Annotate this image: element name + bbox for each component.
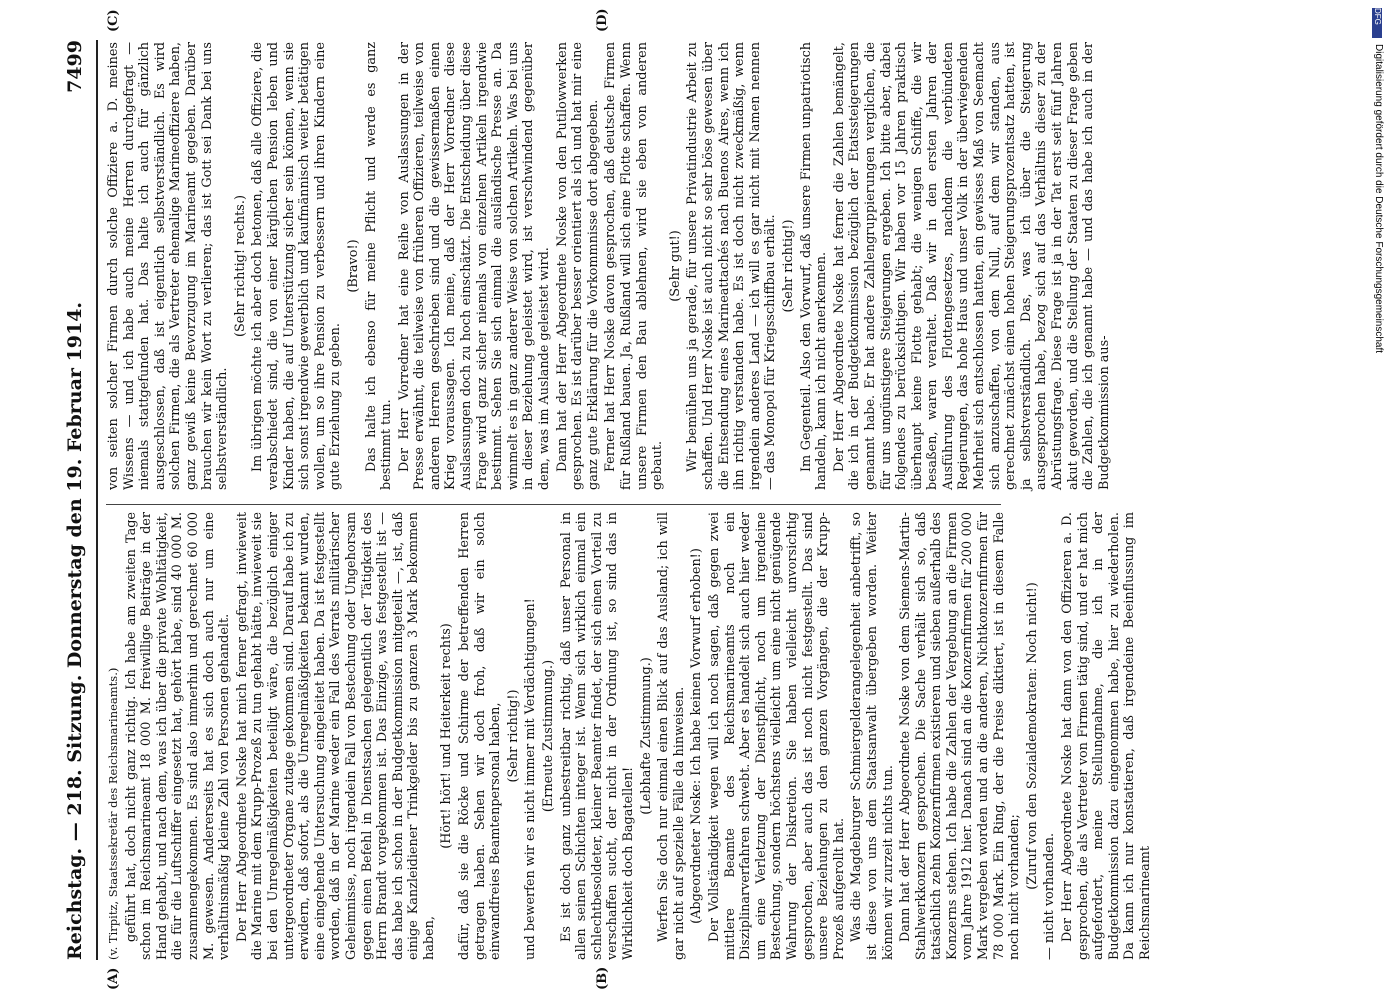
margin-mark-c: (C) xyxy=(106,9,121,32)
margin-mark-a: (A) xyxy=(106,967,121,990)
paragraph: Das halte ich ebenso für meine Pflicht und werde es ganz bestimmt tun. xyxy=(363,42,395,490)
paragraph: Der Vollständigkeit wegen will ich noch sagen, daß gegen zwei mittlere Beamte des Reichsmarineamts noch ein Disziplinarverfahren schwebt. Aber es handelt sich auch hier weder um eine Verletzung der Dienstpflicht, noch um irgendeine Bestechung, sondern höchstens vielleicht um eine nicht genügende Wahrung der Diskretion. Sie haben vielleicht unvorsichtig gesprochen, aber auch das ist noch nicht festgestellt. Das sind unsere Beziehungen zu den ganzen Vorgängen, die der Krupp-Prozeß aufgerollt hat. xyxy=(706,512,847,960)
paragraph: Der Herr Vorredner hat eine Reihe von Auslassungen in der Presse erwähnt, die teilweise von früheren Offizieren, teilweise von anderen Herren geschrieben sind und die gewissermaßen einen Krieg voraussagen. Ich meine, daß der Herr Vorredner diese Auslassungen doch zu hoch einschätzt. Die Entscheidung über diese Frage wird ganz sicher niemals von einzelnen Artikeln irgendwie bestimmt. Sehen Sie sich einmal die ausländische Presse an. Da wimmelt es in ganz anderer Weise von solchen Artikeln. Was bei uns in dieser Beziehung geleistet wird, ist verschwindend gegenüber dem, was im Auslande geleistet wird. xyxy=(396,42,553,490)
credit-text: Digitalisierung gefördert durch die Deutsche Forschungsgemeinschaft xyxy=(1373,44,1384,354)
paragraph: (Sehr richtig! rechts.) xyxy=(232,195,248,337)
digitization-credit xyxy=(1372,44,1384,664)
paragraph: (Erneute Zustimmung.) xyxy=(541,659,557,813)
paragraph: Im übrigen möchte ich aber doch betonen, daß alle Offiziere, die verabschiedet sind, die von einer kärglichen Pension leben und Kinder haben, die auf Unterstützung sicher sein können, wenn sie sich sonst irgendwie gewerblich und kaufmännisch weiter betätigen wollen, um so ihre Pension zu verbessern und ihren Kindern eine gute Erziehung zu geben. xyxy=(250,42,344,490)
paragraph: (Sehr richtig!) xyxy=(780,219,796,313)
paragraph: Dann hat der Herr Abgeordnete Noske von den Putilowwerken gesprochen. Es ist darüber besser orientiert als ich und hat mir eine ganz gute Erklärung für die Vorkommnisse dort abgegeben. xyxy=(554,42,601,490)
paragraph: (Bravo!) xyxy=(345,239,361,293)
paragraph: (Lebhafte Zustimmung.) xyxy=(638,657,654,815)
paragraph: Was die Magdeburger Schmiergelderangelegenheit anbetrifft, so ist diese von uns dem Staatsanwalt übergeben worden. Weiter können wir zurzeit nichts tun. xyxy=(849,512,896,960)
right-column xyxy=(106,42,1112,490)
paragraph: Werfen Sie doch nur einmal einen Blick auf das Ausland; ich will gar nicht auf spezielle Fälle da hinweisen. xyxy=(656,512,687,960)
paragraph: dafür, daß sie die Röcke und Schirme der betreffenden Herren getragen haben. Sehen wir doch froh, daß wir ein solch einwandfreies Beamtenpersonal haben, xyxy=(457,512,504,960)
paragraph: geführt hat, doch nicht ganz richtig. Ich habe am zweiten Tage schon im Reichsmarineamt 18 000 M. freiwillige Beiträge in der Hand gehabt, und nach dem, was ich über die private Wohltätigkeit, die für die Luftschiffer eingesetzt hat, gehört habe, sind 40 000 M. zusammengekommen. Es sind also immerhin und gerechnet 60 000 M. gewesen. Andererseits hat es sich doch auch nur um eine verhältnismäßig kleine Zahl von Personen gehandelt. xyxy=(123,512,233,960)
paragraph: von seiten solcher Firmen durch solche Offiziere a. D. meines Wissens — und ich habe auch meine Herren durchgefragt — niemals stattgefunden hat. Das halte ich auch für gänzlich ausgeschlossen, daß ist eigentlich selbstverständlich. Es wird solchen Firmen, die als Vertreter ehemalige Marineoffiziere haben, ganz gewiß keine Bevorzugung im Marineamt gegeben. Darüber brauchen wir kein Wort zu verlieren; das ist Gott sei Dank bei uns selbstverständlich. xyxy=(106,42,231,490)
scanned-page xyxy=(10,0,1340,1000)
paragraph: Es ist doch ganz unbestreitbar richtig, daß unser Personal in allen seinen Schichten integer ist. Wenn sich wirklich einmal ein schlechtbesoldeter, kleiner Beamter findet, der sich einen Vorteil zu verschaffen sucht, der nicht in der Ordnung ist, so sind das in Wirklichkeit doch Bagatellen! xyxy=(558,512,636,960)
margin-mark-d: (D) xyxy=(595,8,610,32)
header-rule xyxy=(96,40,98,960)
paragraph: Im Gegenteil. Also den Vorwurf, daß unsere Firmen unpatriotisch handeln, kann ich nicht anerkennen. xyxy=(798,42,830,490)
paragraph: (Sehr gut!) xyxy=(667,230,683,302)
paragraph: — nicht vorhanden. xyxy=(1042,832,1058,960)
dfg-logo-text: DFG xyxy=(1373,8,1382,25)
paragraph: Ferner hat Herr Noske davon gesprochen, daß deutsche Firmen für Rußland bauen. Ja, Rußland will sich eine Flotte schaffen. Wenn unsere Firmen den Bau ablehnen, wird sie eben von anderen gebaut. xyxy=(603,42,666,490)
paragraph: Wir bemühen uns ja gerade, für unsere Privatindustrie Arbeit zu schaffen. Und Herr Noske ist auch nicht so sehr böse gewesen über die Entsendung eines Marineattachés nach Buenos Aires, wenn ich ihn richtig verstanden habe. Es ist doch nicht zweckmäßig, wenn irgendein anderes Land — ich will es gar nicht mit Namen nennen — das Monopol für Kriegsschiffbau erhält. xyxy=(685,42,779,490)
paragraph: (Abgeordneter Noske: Ich habe keinen Vorwurf erhoben!) xyxy=(689,548,705,924)
paragraph: und bewerfen wir es nicht immer mit Verdächtigungen! xyxy=(523,598,539,960)
paragraph: Dann hat der Herr Abgeordnete Noske von dem Siemens-Martin-Stahlwerkkonzern gesprochen. Die Sache verhält sich so, daß tatsächlich zehn Konzernfirmen existieren und sieben außerhalb des Konzerns stehen. Ich habe die Zahlen der Vergebung an die Firmen vom Jahre 1912 hier. Danach sind an die Konzernfirmen für 200 000 Mark vergeben worden und an die anderen, Nichtkonzernfirmen für 78 000 Mark. Ein Ring, der die Preise diktiert, ist in diesem Falle noch nicht vorhanden; xyxy=(898,512,1023,960)
margin-mark-b: (B) xyxy=(595,966,610,990)
header-title: Reichstag. — 218. Sitzung. Donnerstag den 19. Februar 1914. xyxy=(64,301,86,960)
paragraph: Der Herr Abgeordnete Noske hat dann von den Offizieren a. D. gesprochen, die als Vertreter von Firmen tätig sind, und er hat mich aufgefordert, meine Stellungnahme, die ich in der Budgetkommission dazu eingenommen habe, hier zu wiederholen. Da kann ich nur konstatieren, daß irgendeine Beeinflussung im Reichsmarineamt xyxy=(1060,512,1153,960)
page-header xyxy=(58,40,92,960)
paragraph: (Hört! hört! und Heiterkeit rechts) xyxy=(439,623,455,849)
paragraph: Der Herr Abgeordnete Noske hat mich ferner gefragt, inwieweit die Marine mit dem Krupp-Prozeß zu tun gehabt hätte, inwieweit sie bei den Unregelmäßigkeiten beteiligt wäre, die bezüglich einiger untergeordneter Organe zutage gekommen sind. Darauf habe ich zu erwidern, daß sofort, als die Unregelmäßigkeiten bekannt wurden, eine eingehende Untersuchung eingeleitet haben. Da ist festgestellt worden, daß in der Marine weder ein Fall des Verrats militärischer Geheimnisse, noch irgendein Fall von Bestechung oder Ungehorsam gegen einen Befehl in Dienstsachen gelegentlich der Tätigkeit des Herrn Brandt vorgekommen ist. Das Einzige, was festgestellt ist — das habe ich schon in der Budgetkommission mitgeteilt —, ist, daß einige Kanzleidiener Trinkgelder bis zu ganzen 3 Mark bekommen haben, xyxy=(234,512,437,960)
column-divider xyxy=(106,504,1001,505)
dfg-logo xyxy=(1372,8,1382,38)
paragraph: (Zuruf von den Sozialdemokraten: Noch nicht!) xyxy=(1024,582,1040,890)
page-number: 7499 xyxy=(64,40,86,93)
paragraph: Der Herr Abgeordnete Noske hat ferner die Zahlen bemängelt, die ich in der Budgetkommission bezüglich der Etatssteigerungen genannt habe. Er hat andere Zahlengruppierungen verglichen, die für uns ungünstigere Steigerungen ergeben. Ich bitte aber, dabei folgendes zu berücksichtigen. Wir haben vor 15 Jahren praktisch überhaupt keine Flotte gehabt; die wenigen Schiffe, die wir besaßen, waren veraltet. Daß wir in den ersten Jahren der Ausführung des Flottengesetzes, nachdem die verbündeten Regierungen, das hohe Haus und unser Volk in der überwiegenden Mehrheit sich entschlossen hatten, ein gewisses Maß von Seemacht sich anzuschaffen, von dem Null, auf dem wir standen, aus gerechnet zunächst einen hohen Steigerungsprozentsatz hatten, ist ja selbstverständlich. Das, was ich über die Steigerung ausgesprochen habe, bezog sich auf das Verhältnis dieser zu der Abrüstungsfrage. Diese Frage ist ja in der Tat erst seit fünf Jahren akut geworden, und die Stellung der Staaten zu dieser Frage geben die Zahlen, die ich genannt habe — und das habe ich auch in der Budgetkommission aus- xyxy=(831,42,1112,490)
left-column xyxy=(106,512,1153,960)
paragraph: (Sehr richtig!) xyxy=(505,689,521,783)
paragraph: (v. Tirpitz, Staatssekretär des Reichsmarineamts.) xyxy=(106,667,120,960)
